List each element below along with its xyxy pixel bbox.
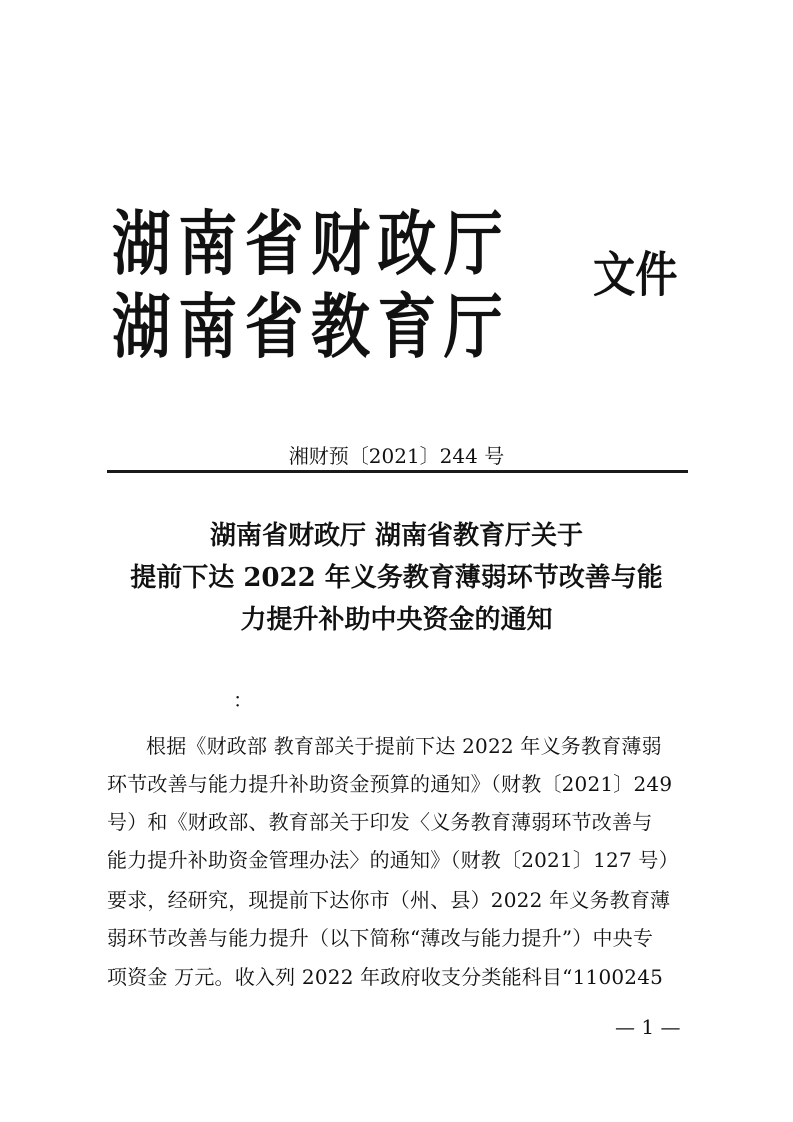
document-title-line-1: 湖南省财政厅 湖南省教育厅关于 [209, 521, 584, 551]
body-line: 项资金 万元。收入列 2022 年政府收支分类能科目“1100245 [107, 965, 664, 989]
document-title-line-2: 提前下达 2022 年义务教育薄弱环节改善与能 [130, 563, 663, 593]
issuing-org-finance: 湖南省财政厅 [112, 203, 511, 285]
header-divider [107, 470, 688, 473]
body-line: 环节改善与能力提升补助资金预算的通知》（财教〔2021〕249 [107, 772, 673, 796]
page-number: — 1 — [615, 1015, 681, 1039]
body-line: 根据《财政部 教育部关于提前下达 2022 年义务教育薄弱 [146, 734, 662, 758]
issuing-org-education: 湖南省教育厅 [112, 286, 511, 368]
document-number: 湘财预〔2021〕244 号 [288, 444, 505, 468]
document-title-line-3: 力提升补助中央资金的通知 [240, 605, 553, 635]
body-line: 能力提升补助资金管理办法〉的通知》（财教〔2021〕127 号） [107, 848, 679, 872]
recipient-line: ： [233, 688, 253, 712]
body-line: 弱环节改善与能力提升（以下简称“薄改与能力提升”）中央专 [107, 926, 654, 950]
body-line: 号）和《财政部、教育部关于印发〈义务教育薄弱环节改善与 [107, 810, 653, 834]
body-line: 要求，经研究，现提前下达你市（州、县）2022 年义务教育薄 [107, 888, 671, 912]
document-type-label: 文件 [593, 247, 678, 303]
